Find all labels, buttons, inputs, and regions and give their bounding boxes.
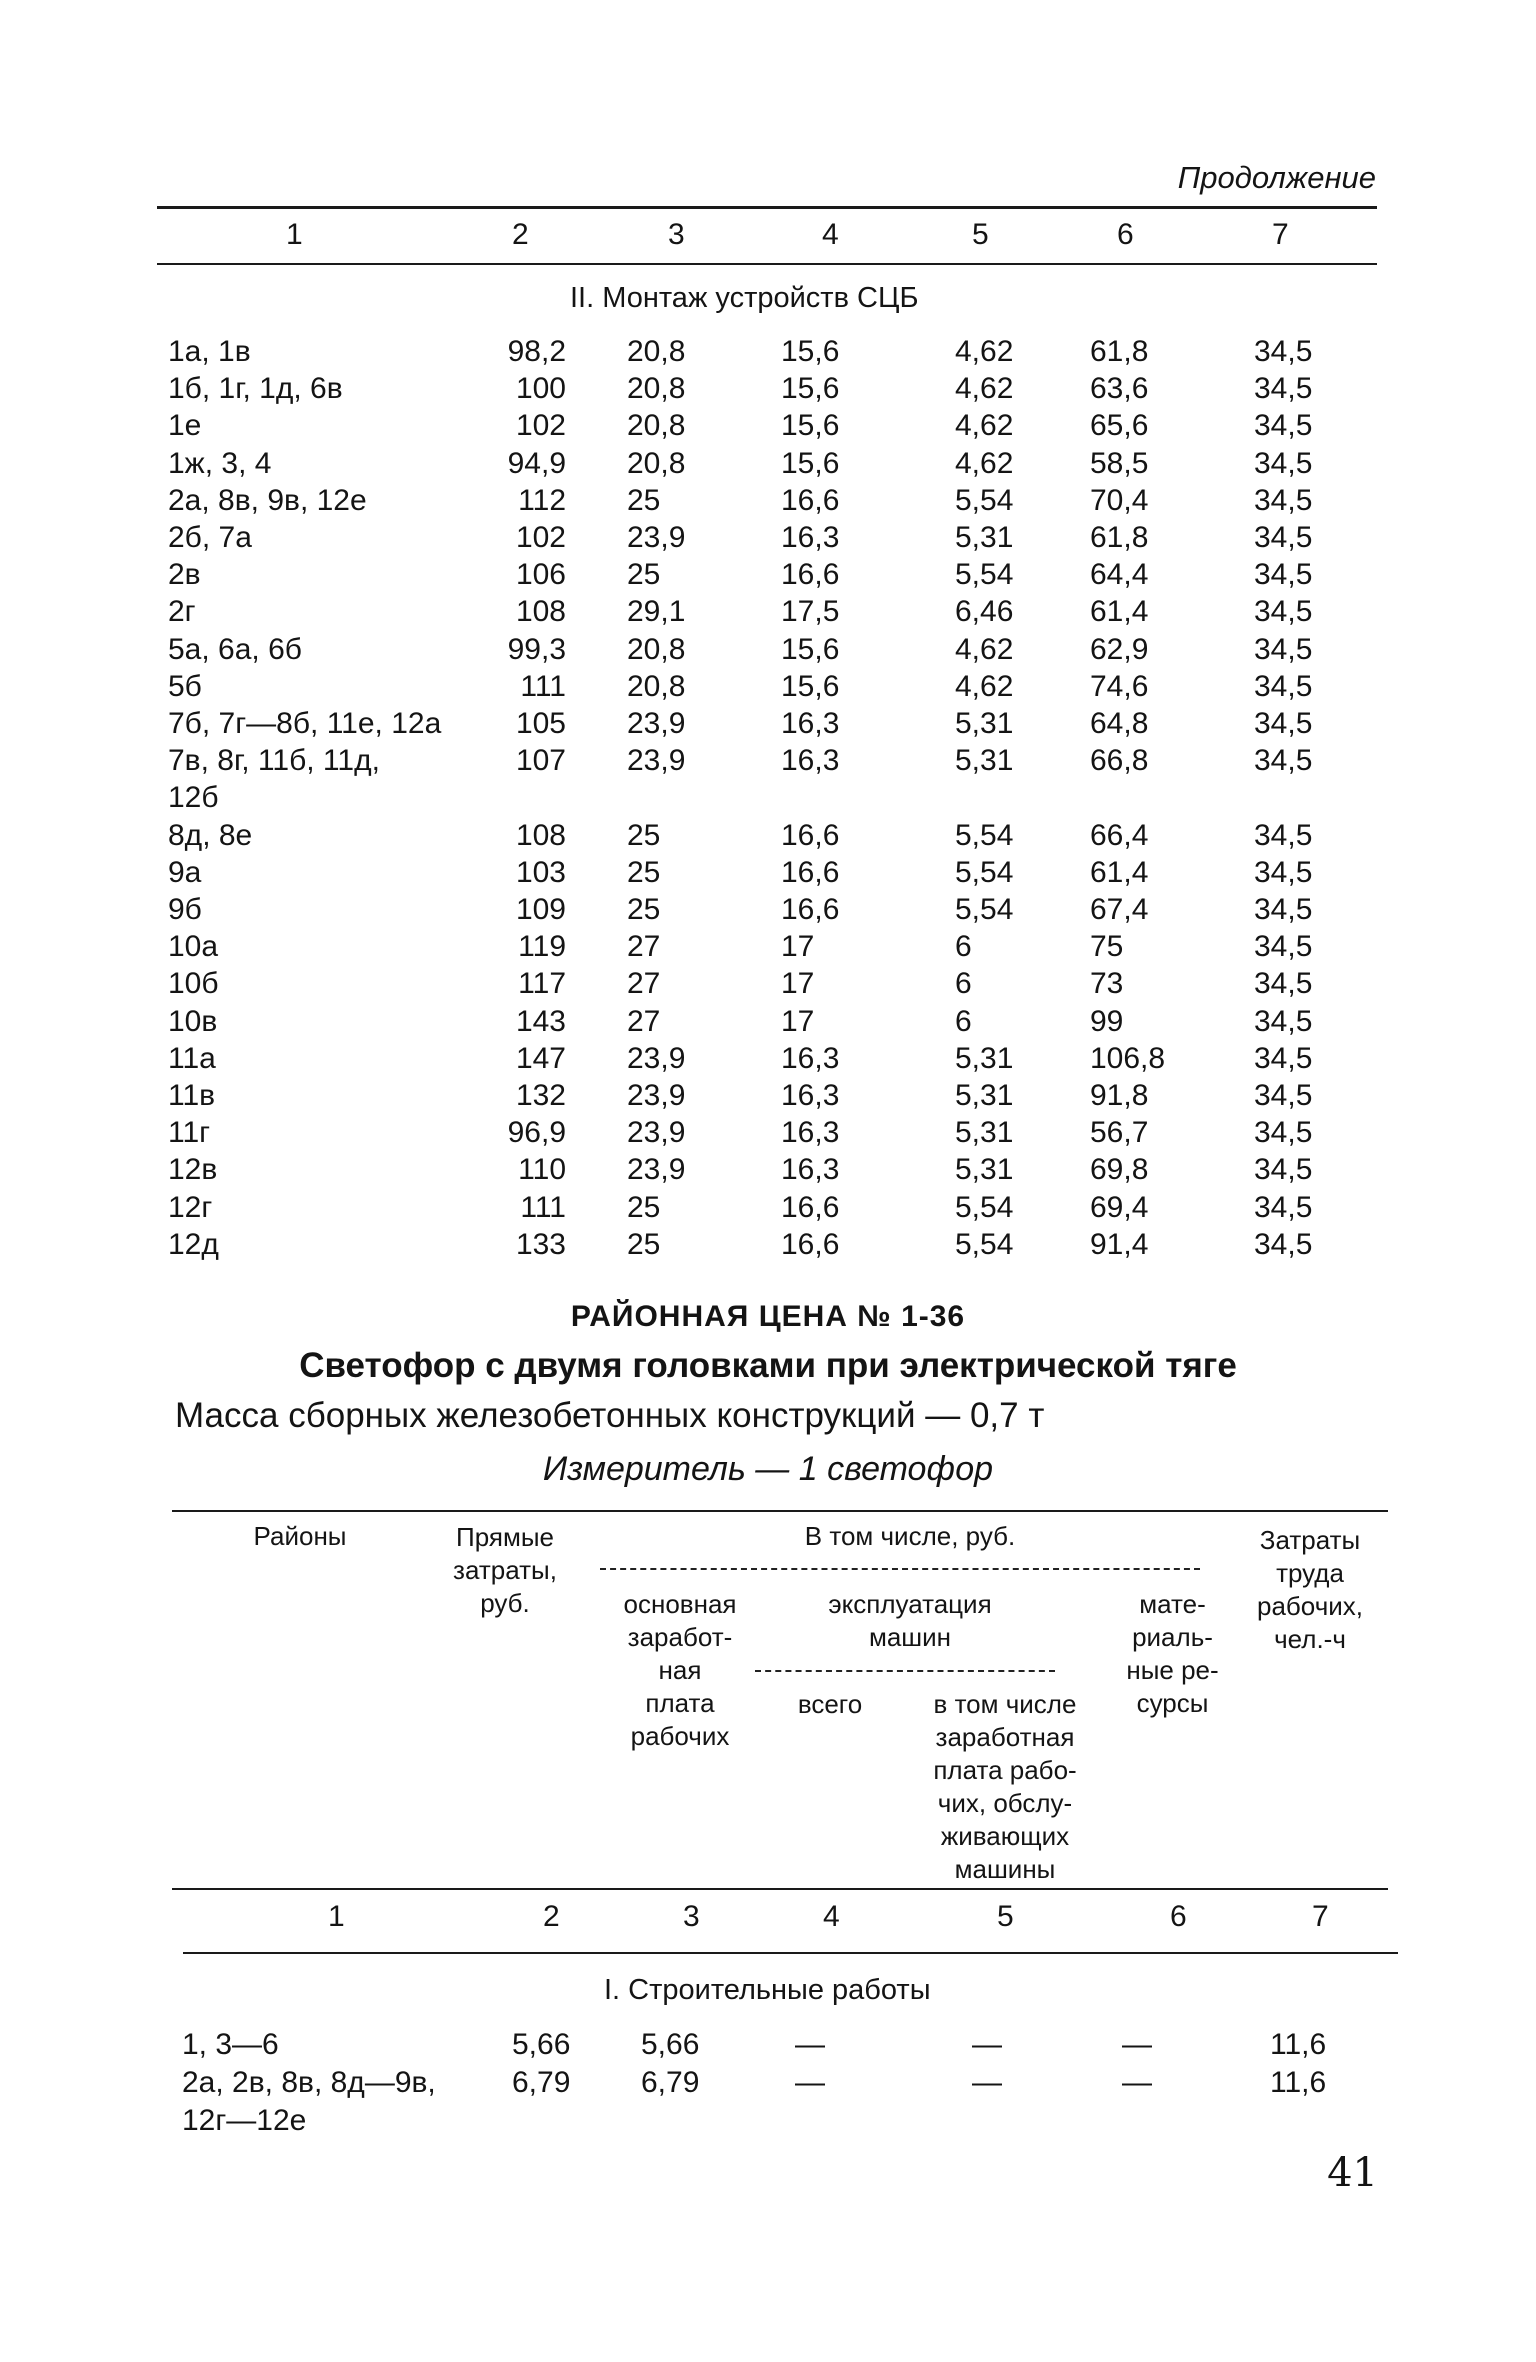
table1-colnum-2: 2 (512, 218, 529, 251)
table1-labor: 34,5 (1254, 1004, 1313, 1038)
table1-materials: 99 (1090, 1004, 1124, 1038)
table1-labor: 34,5 (1254, 967, 1313, 1001)
table2-header-direct-line: руб. (480, 1588, 530, 1618)
table1-direct-cost: 133 (515, 1227, 566, 1261)
table2-header-incl-wage-line: машины (954, 1854, 1056, 1884)
table1-colnum-3: 3 (668, 218, 685, 251)
table1-direct-cost: 110 (518, 1153, 566, 1187)
table1-labor: 34,5 (1254, 1079, 1313, 1112)
table1-region-cell: 1ж, 3, 4 (168, 446, 272, 480)
table1-wage: 25 (627, 558, 661, 592)
table2-machines-total: — (795, 2066, 825, 2099)
table1-wage: 25 (627, 855, 661, 889)
table1-materials: 67,4 (1090, 893, 1149, 926)
table2-header-incl-wage (895, 1688, 1115, 1886)
table1-wage: 25 (627, 818, 661, 852)
table1-region-cell: 7б, 7г—8б, 11е, 12а (168, 707, 442, 740)
table1-materials: 91,4 (1090, 1227, 1149, 1261)
table2-direct-cost: 6,79 (512, 2066, 571, 2099)
table1-region-cell: 11в (168, 1079, 216, 1112)
price-number: РАЙОННАЯ ЦЕНА № 1-36 (570, 1300, 966, 1333)
table1-labor: 34,5 (1254, 818, 1313, 852)
table1-materials: 66,4 (1090, 818, 1149, 852)
table2-section-title: I. Строительные работы (604, 1974, 931, 2006)
table1-direct-cost: 117 (518, 967, 566, 1001)
table1-region-cell: 1б, 1г, 1д, 6в (168, 372, 343, 406)
table1-machines-wage: 4,62 (955, 632, 1014, 666)
table1-region-cell: 12г (168, 1190, 213, 1224)
table1-machines-wage: 5,54 (955, 558, 1014, 592)
table1-machines-wage: 5,31 (955, 1116, 1014, 1150)
table1-machines-wage: 5,31 (955, 521, 1014, 554)
table1-machines-total: 17 (781, 967, 815, 1001)
table2-materials: — (1122, 2028, 1152, 2061)
table2-colnum-3: 3 (683, 1900, 700, 1933)
table1-machines-wage: 6 (955, 967, 972, 1001)
table1-wage: 25 (627, 483, 661, 517)
table1-colnum-7: 7 (1272, 218, 1289, 251)
table1-labor: 34,5 (1254, 707, 1313, 740)
table1-machines-total: 15,6 (781, 335, 840, 368)
table2-incl-dash (600, 1568, 1200, 1570)
table1-direct-cost: 108 (515, 818, 566, 852)
table1-wage: 23,9 (627, 1153, 686, 1187)
table1-machines-total: 16,3 (781, 1116, 840, 1150)
table1-machines-total: 15,6 (781, 409, 840, 443)
table1-machines-total: 16,3 (781, 521, 840, 554)
table2-colnum-5: 5 (997, 1900, 1014, 1933)
table1-machines-total: 16,3 (781, 744, 840, 778)
table1-machines-total: 16,6 (781, 818, 840, 852)
table2-materials: — (1122, 2066, 1152, 2099)
table1-labor: 34,5 (1254, 558, 1313, 592)
table1-machines-total: 15,6 (781, 446, 840, 480)
table2-header-direct-line: затраты, (453, 1555, 557, 1585)
table2-direct-cost: 5,66 (512, 2028, 571, 2061)
table1-machines-wage: 4,62 (955, 669, 1014, 703)
table1-machines-wage: 5,31 (955, 1079, 1014, 1112)
table1-wage: 23,9 (627, 1041, 686, 1075)
table1-region-cell: 9а (168, 855, 202, 889)
table1-labor: 34,5 (1254, 446, 1313, 480)
table1-direct-cost: 105 (515, 707, 566, 740)
table1-region-cell: 10б (168, 967, 219, 1001)
table1-labor: 34,5 (1254, 855, 1313, 889)
table1-machines-total: 16,6 (781, 1190, 840, 1224)
page-number: 41 (1327, 2150, 1378, 2196)
table2-header-materials-line: ные ре- (1126, 1655, 1219, 1685)
table1-materials: 56,7 (1090, 1116, 1149, 1150)
table1-region-cell: 10в (168, 1004, 218, 1038)
table2-header-machines-total: всего (797, 1689, 863, 1719)
table2-header-materials (1100, 1588, 1245, 1720)
table1-machines-total: 16,3 (781, 1041, 840, 1075)
table1-materials: 63,6 (1090, 372, 1149, 406)
table1-materials: 69,4 (1090, 1190, 1149, 1224)
table2-header-machines-line: эксплуатация (828, 1589, 992, 1619)
table1-labor: 34,5 (1254, 483, 1313, 517)
table1-direct-cost: 102 (515, 521, 566, 554)
table1-materials: 69,8 (1090, 1153, 1149, 1187)
table2-region-cell: 2а, 2в, 8в, 8д—9в, (182, 2066, 436, 2099)
table1-region-cell: 2в (168, 558, 201, 592)
table2-header-regions: Районы (253, 1521, 347, 1551)
table1-materials: 64,8 (1090, 707, 1149, 740)
table1-labor: 34,5 (1254, 744, 1313, 778)
table2-header-incl-wage-line: чих, обслу- (937, 1788, 1073, 1818)
table1-wage: 25 (627, 893, 661, 926)
table2-header-incl-wage-line: заработная (935, 1722, 1075, 1752)
table1-wage: 20,8 (627, 446, 686, 480)
table1-direct-cost: 143 (515, 1004, 566, 1038)
table2-header-materials-line: сурсы (1136, 1688, 1209, 1718)
table1-section-title: II. Монтаж устройств СЦБ (570, 282, 919, 314)
table1-direct-cost: 112 (518, 483, 566, 517)
table1-top-rule (157, 206, 1377, 209)
table1-direct-cost: 103 (515, 855, 566, 889)
table2-header-incl-wage-line: живающих (940, 1821, 1070, 1851)
table1-machines-total: 17,5 (781, 595, 840, 629)
table1-machines-total: 17 (781, 1004, 815, 1038)
table2-machines-dash (755, 1670, 1055, 1672)
table1-colnum-4: 4 (822, 218, 839, 251)
table1-region-cell: 2г (168, 595, 196, 629)
table1-machines-wage: 5,54 (955, 855, 1014, 889)
table1-machines-wage: 6,46 (955, 595, 1014, 629)
table1-region-cell: 12в (168, 1153, 218, 1187)
table2-header-incl: В том числе, руб. (804, 1521, 1016, 1551)
price-mass: Масса сборных железобетонных конструкций — 0,7 т (175, 1396, 1045, 1435)
table2-wage: 6,79 (641, 2066, 700, 2099)
table1-machines-wage: 4,62 (955, 409, 1014, 443)
table1-wage: 23,9 (627, 707, 686, 740)
table1-region-cell: 5а, 6а, 6б (168, 632, 302, 666)
table1-region-cell: 1а, 1в (168, 335, 251, 368)
table2-header-rule (172, 1888, 1388, 1890)
table2-header-wage-line: заработ- (627, 1622, 733, 1652)
table2-header-labor-line: рабочих, (1257, 1591, 1363, 1621)
continuation-label: Продолжение (1177, 160, 1376, 195)
table2-header-incl-wage-line: в том числе (933, 1689, 1077, 1719)
table1-wage: 27 (627, 930, 661, 964)
table1-machines-wage: 5,31 (955, 1153, 1014, 1187)
table1-machines-total: 16,3 (781, 1153, 840, 1187)
table1-labor: 34,5 (1254, 669, 1313, 703)
table1-machines-wage: 5,54 (955, 893, 1014, 926)
table1-machines-total: 16,3 (781, 707, 840, 740)
table1-colnum-5: 5 (972, 218, 989, 251)
table1-direct-cost: 106 (515, 558, 566, 592)
table2-header-labor-line: труда (1276, 1558, 1344, 1588)
table1-wage: 20,8 (627, 372, 686, 406)
table1-direct-cost: 94,9 (507, 446, 566, 480)
table1-labor: 34,5 (1254, 930, 1313, 964)
table1-wage: 20,8 (627, 669, 686, 703)
table1-labor: 34,5 (1254, 1116, 1313, 1150)
table1-wage: 25 (627, 1190, 661, 1224)
price-unit: Измеритель — 1 светофор (542, 1450, 994, 1488)
table1-machines-wage: 5,54 (955, 818, 1014, 852)
table1-direct-cost: 132 (515, 1079, 566, 1112)
table1-labor: 34,5 (1254, 409, 1313, 443)
table1-region-cell: 12б (168, 781, 219, 815)
table1-machines-total: 16,6 (781, 893, 840, 926)
table1-machines-total: 15,6 (781, 669, 840, 703)
table1-materials: 106,8 (1090, 1041, 1166, 1075)
table2-header-direct-line: Прямые (456, 1522, 554, 1552)
table1-materials: 58,5 (1090, 446, 1149, 480)
table2-colnum-4: 4 (823, 1900, 840, 1933)
table1-direct-cost: 147 (515, 1041, 566, 1075)
table1-machines-wage: 5,31 (955, 744, 1014, 778)
table1-materials: 70,4 (1090, 483, 1149, 517)
table1-region-cell: 11г (168, 1116, 211, 1150)
table1-machines-wage: 5,54 (955, 1227, 1014, 1261)
table1-labor: 34,5 (1254, 893, 1313, 926)
table1-materials: 64,4 (1090, 558, 1149, 592)
table2-colnum-6: 6 (1170, 1900, 1187, 1933)
table1-machines-total: 15,6 (781, 632, 840, 666)
table2-header-wage-line: рабочих (630, 1721, 730, 1751)
table2-wage: 5,66 (641, 2028, 700, 2061)
table1-machines-wage: 5,54 (955, 1190, 1014, 1224)
table1-wage: 25 (627, 1227, 661, 1261)
table1-materials: 74,6 (1090, 669, 1149, 703)
table1-region-cell: 7в, 8г, 11б, 11д, (168, 744, 380, 778)
table2-header-materials-line: риаль- (1132, 1622, 1213, 1652)
table2-machines-total: — (795, 2028, 825, 2061)
table1-wage: 27 (627, 1004, 661, 1038)
table1-region-cell: 2а, 8в, 9в, 12е (168, 483, 367, 517)
table1-region-cell: 2б, 7а (168, 521, 252, 554)
table2-region-cell: 1, 3—6 (182, 2028, 279, 2061)
table1-wage: 20,8 (627, 335, 686, 368)
table1-machines-total: 15,6 (781, 372, 840, 406)
table1-machines-wage: 5,31 (955, 707, 1014, 740)
table1-machines-wage: 4,62 (955, 446, 1014, 480)
table1-region-cell: 1е (168, 409, 202, 443)
table1-region-cell: 9б (168, 893, 202, 926)
table1-region-cell: 11а (168, 1041, 216, 1075)
table1-machines-total: 16,6 (781, 558, 840, 592)
table2-header-materials-line: мате- (1139, 1589, 1206, 1619)
table2-header-wage-line: основная (623, 1589, 737, 1619)
table1-region-cell: 8д, 8е (168, 818, 253, 852)
table1-region-cell: 5б (168, 669, 202, 703)
table1-labor: 34,5 (1254, 1153, 1313, 1187)
table1-labor: 34,5 (1254, 632, 1313, 666)
table2-machines-wage: — (972, 2066, 1002, 2099)
table1-machines-wage: 6 (955, 1004, 972, 1038)
table2-colnum-rule (183, 1952, 1398, 1954)
table2-colnum-1: 1 (328, 1900, 345, 1933)
table1-direct-cost: 111 (520, 1190, 566, 1224)
table1-wage: 23,9 (627, 521, 686, 554)
table1-wage: 23,9 (627, 1079, 686, 1112)
table1-direct-cost: 99,3 (507, 632, 566, 666)
table1-machines-wage: 4,62 (955, 372, 1014, 406)
table1-machines-wage: 5,31 (955, 1041, 1014, 1075)
table1-header-rule (157, 263, 1377, 265)
table1-labor: 34,5 (1254, 372, 1313, 406)
table2-labor: 11,6 (1270, 2028, 1327, 2061)
table1-machines-total: 16,3 (781, 1079, 840, 1112)
table1-machines-total: 16,6 (781, 1227, 840, 1261)
table1-labor: 34,5 (1254, 521, 1313, 554)
table1-wage: 23,9 (627, 1116, 686, 1150)
table1-materials: 73 (1090, 967, 1124, 1001)
table1-region-cell: 12д (168, 1227, 219, 1261)
table1-labor: 34,5 (1254, 595, 1313, 629)
table1-materials: 91,8 (1090, 1079, 1149, 1112)
table1-machines-total: 16,6 (781, 483, 840, 517)
table2-header-direct (430, 1521, 580, 1620)
table2-machines-wage: — (972, 2028, 1002, 2061)
table1-colnum-1: 1 (286, 218, 303, 251)
table1-wage: 27 (627, 967, 661, 1001)
table1-labor: 34,5 (1254, 1227, 1313, 1261)
table2-header-machines-line: машин (868, 1622, 952, 1652)
table1-wage: 23,9 (627, 744, 686, 778)
table2-header-wage-line: плата (645, 1688, 715, 1718)
table1-colnum-6: 6 (1117, 218, 1134, 251)
table2-header-labor-line: чел.-ч (1274, 1624, 1346, 1654)
table2-header-labor (1230, 1524, 1390, 1656)
table1-wage: 29,1 (627, 595, 686, 629)
table2-header-machines (800, 1588, 1020, 1654)
table2-top-rule (172, 1510, 1388, 1512)
table1-materials: 61,4 (1090, 855, 1149, 889)
table1-materials: 61,8 (1090, 335, 1149, 368)
table1-direct-cost: 102 (515, 409, 566, 443)
table1-direct-cost: 111 (520, 669, 566, 703)
table1-direct-cost: 107 (515, 744, 566, 778)
table1-direct-cost: 109 (515, 893, 566, 926)
table2-colnum-2: 2 (543, 1900, 560, 1933)
price-title: Светофор с двумя головками при электрической тяге (299, 1346, 1237, 1385)
table1-wage: 20,8 (627, 632, 686, 666)
table2-labor: 11,6 (1270, 2066, 1327, 2099)
table1-materials: 75 (1090, 930, 1124, 964)
table1-direct-cost: 98,2 (507, 335, 566, 368)
table1-machines-total: 16,6 (781, 855, 840, 889)
table2-region-cell: 12г—12е (182, 2104, 307, 2137)
table1-direct-cost: 108 (515, 595, 566, 629)
table1-direct-cost: 96,9 (507, 1116, 566, 1150)
table1-region-cell: 10а (168, 930, 219, 964)
table1-machines-wage: 6 (955, 930, 972, 964)
table2-header-incl-wage-line: плата рабо- (933, 1755, 1077, 1785)
table1-materials: 65,6 (1090, 409, 1149, 443)
table2-header-wage-line: ная (658, 1655, 702, 1685)
table1-materials: 66,8 (1090, 744, 1149, 778)
table2-header-wage (600, 1588, 760, 1753)
table1-materials: 61,8 (1090, 521, 1149, 554)
table1-machines-wage: 4,62 (955, 335, 1014, 368)
table2-header-labor-line: Затраты (1259, 1525, 1361, 1555)
table1-materials: 62,9 (1090, 632, 1149, 666)
table1-labor: 34,5 (1254, 335, 1313, 368)
table1-wage: 20,8 (627, 409, 686, 443)
table1-direct-cost: 119 (518, 930, 566, 964)
table1-labor: 34,5 (1254, 1041, 1313, 1075)
table1-materials: 61,4 (1090, 595, 1149, 629)
table1-machines-total: 17 (781, 930, 815, 964)
table1-machines-wage: 5,54 (955, 483, 1014, 517)
table2-colnum-7: 7 (1312, 1900, 1329, 1933)
table1-labor: 34,5 (1254, 1190, 1313, 1224)
table1-direct-cost: 100 (515, 372, 566, 406)
